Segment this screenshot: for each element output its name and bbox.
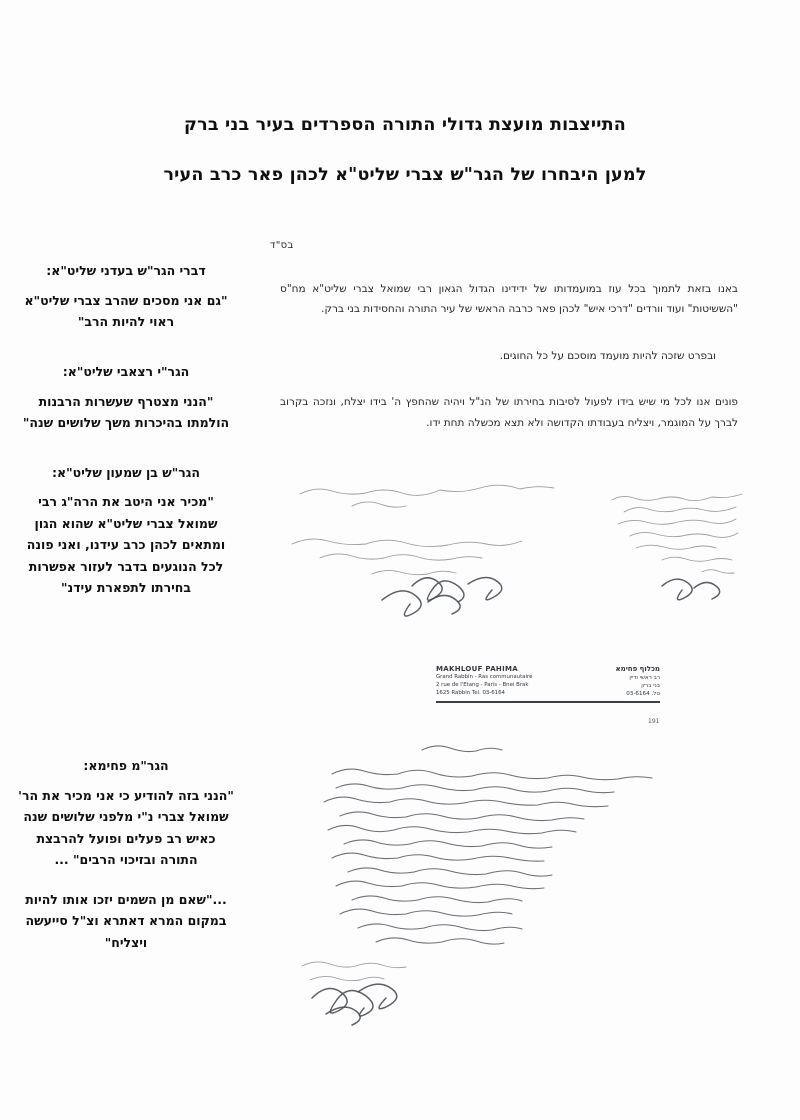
headline-line-1: התייצבות מועצת גדולי התורה הספרדים בעיר בני ברק (184, 115, 626, 135)
column-spacer (17, 629, 235, 757)
letterhead-latin-title: Grand Rabbin - Ras communautaire (436, 674, 533, 681)
handwriting-ink-lower (292, 740, 722, 1030)
quote-speaker: הגר"מ פחימא: (83, 757, 169, 773)
handwriting-strokes-right (612, 494, 742, 573)
letter-paragraph-3: פונים אנו לכל מי שיש בידו לפעול לסיבות בחירתו של הנ"ל ויהיה שהחפץ ה' בידו יצלח, ונזכה בקרוב לברך על המוגמר, ויצליח בעבודתו הקדושה ולא תצא מכשלה תחת ידו. (280, 396, 738, 429)
letterhead-latin-name: MAKHLOUF PAHIMA (436, 665, 518, 673)
letter-body (258, 240, 768, 459)
letterhead-hebrew-city: בני ברק (641, 683, 660, 690)
quote-text: "מכיר אני היטב את הרה"ג רבי שמואל צברי שליט"א שהוא הגון ומתאים לכהן כרב עידנו, ואני פונה לכל הנוגעים בדבר לעזור אפשרות בחירתו לתפארת עידנ" (26, 494, 226, 596)
quote-badani (17, 262, 235, 333)
handwriting-heading (422, 746, 502, 752)
quote-ratzabi (17, 363, 235, 434)
letterhead-hebrew-phone: טל. 03-6164 (626, 691, 660, 698)
letterhead-hebrew-name: מכלוף פחימא (615, 665, 660, 673)
quote-text: "הנני מצטרף שעשרות הרבנות הולמתו בהיכרות משך שלושים שנה" (22, 393, 230, 430)
signature-lower (312, 984, 397, 1025)
bsd-mark: בס"ד (270, 240, 294, 251)
page-number: 191 (648, 718, 660, 725)
handwriting-closing (302, 962, 406, 981)
handwritten-letter-lower (292, 740, 722, 1030)
handwriting-ink-upper (232, 482, 772, 622)
handwriting-strokes-center (292, 485, 554, 574)
quote-text: "הנני בזה להודיע כי אני מכיר את הר' שמואל צברי נ"י מלפני שלושים שנה כאיש רב פעלים ופועל להרבצת התורה ובזיכוי הרבים" ... (18, 787, 234, 867)
letterhead-latin-phone: 1625 Rabbin Tel. 03-6164 (436, 689, 505, 696)
quote-ben-shimon (17, 464, 235, 599)
quote-pahima-second (17, 889, 235, 954)
quote-speaker: הגר"ש בן שמעון שליט"א: (52, 464, 200, 480)
endorsement-quotes (17, 262, 235, 983)
letter-paragraph-1: באנו בזאת לתמוך בכל עוז במועמדותו של ידידינו הגדול הגאון רבי שמואל צברי שליט"א מח"ס "הששיטות" ועוד וורדים "דרכי איש" לכהן פאר כרבה הראשי של עיר התורה והחסידות בני ברק. (280, 283, 738, 316)
quote-text: ..."שאם מן השמים יזכו אותו להיות במקום המרא דאתרא וצ"ל סייעשה ויצליח" (25, 891, 227, 950)
signature-strokes (382, 577, 720, 616)
page-title (60, 112, 750, 189)
letterhead-hebrew-title: רב ראשי ודיין (629, 675, 660, 682)
quote-speaker: דברי הגר"ש בעדני שליט"א: (46, 263, 206, 278)
letterhead-hebrew (616, 664, 660, 698)
headline-line-2: למען היבחרו של הגר"ש צברי שליט"א לכהן פאר כרב העיר (163, 165, 647, 186)
letter-paragraph-2: ובפרט שזכה להיות מועמד מוסכם על כל החוגים. (499, 349, 716, 362)
quote-pahima (17, 757, 235, 871)
letterhead-stamp (436, 664, 660, 703)
handwritten-endorsements-upper (232, 482, 772, 622)
letterhead-latin (436, 664, 532, 698)
quote-text: "גם אני מסכים שהרב צברי שליט"א ראוי להיות הרב" (24, 292, 228, 330)
letterhead-latin-address: 2 rue de l'Etang - Paris - Bnei Brak (436, 681, 529, 688)
quote-speaker: הגר"י רצאבי שליט"א: (62, 363, 190, 379)
handwriting-body-lines (324, 769, 652, 944)
